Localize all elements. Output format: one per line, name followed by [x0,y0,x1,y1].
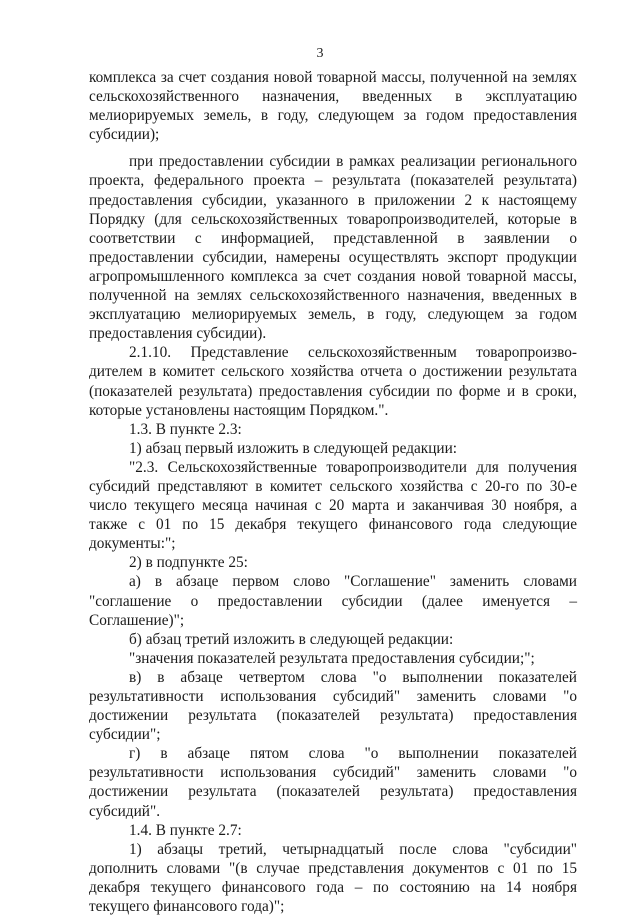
paragraph-continuation: комплекса за счет создания новой товарной массы, полученной на землях сельскохозяйственного назначения, введенных в эксплуатацию мелиорируемых земель, в году, следующем за годом предоставления субсидии); [89,69,577,144]
paragraph-regional-project: при предоставлении субсидии в рамках реализации регионального проекта, федерального проекта – результата (показателей результата) предоставления субсидии, указанного в приложении 2 к настоящему Порядку (для сельскохозяйственных товаропроизводителей, которые в соответствии с информацией, представленной в заявлении о предоставлении субсидии, намерены осуществлять экспорт продукции агропромышленного комплекса за счет создания новой товарной массы, полученной на землях сельскохозяйственного назначения, введенных в эксплуатацию мелиорируемых земель, в году, следующем за годом предоставления субсидии). [89,153,577,343]
paragraph-1-3: 1.3. В пункте 2.3: [129,420,242,438]
paragraph-item-2: 2) в подпункте 25: [129,554,248,572]
paragraph-2-1-10: 2.1.10. Представление сельскохозяйственным товаропроизво-дителем в комитет сельского хозяйства отчета о достижении результата (показателей результата) предоставления субсидии по форме и в сроки, которые установлены настоящим Порядком.". [89,344,577,419]
paragraph-item-a: а) в абзаце первом слово "Соглашение" заменить словами "соглашение о предоставлении субсидии (далее именуется – Соглашение)"; [89,573,577,629]
paragraph-2-3-quote: "2.3. Сельскохозяйственные товаропроизводители для получения субсидий представляют в комитет сельского хозяйства с 20-го по 30-е число текущего месяца начиная с 20 марта и заканчивая 30 ноября, а также с 01 по 15 декабря текущего финансового года следующие документы:"; [89,458,577,553]
document-body [89,68,577,916]
paragraph-item-b-quote: "значения показателей результата предоставления субсидии;"; [129,649,535,667]
page-number: 3 [316,46,324,61]
paragraph-item-v: в) в абзаце четвертом слова "о выполнении показателей результативности использования субсидий" заменить словами "о достижении результата (показателей результата) предоставления субсидии"; [89,668,577,744]
paragraph-1-4: 1.4. В пункте 2.7: [129,821,242,839]
paragraph-item-1: 1) абзац первый изложить в следующей редакции: [129,439,458,457]
paragraph-item-g: г) в абзаце пятом слова "о выполнении показателей результативности использования субсидий" заменить словами "о достижении результата (показателей результата) предоставления субсидий". [89,745,577,820]
paragraph-item-b: б) абзац третий изложить в следующей редакции: [129,630,454,648]
paragraph-item-1-last: 1) абзацы третий, четырнадцатый после слова "субсидии" дополнить словами "(в случае представления документов с 01 по 15 декабря текущего финансового года – по состоянию на 14 ноября текущего финансового года)"; [89,840,577,916]
